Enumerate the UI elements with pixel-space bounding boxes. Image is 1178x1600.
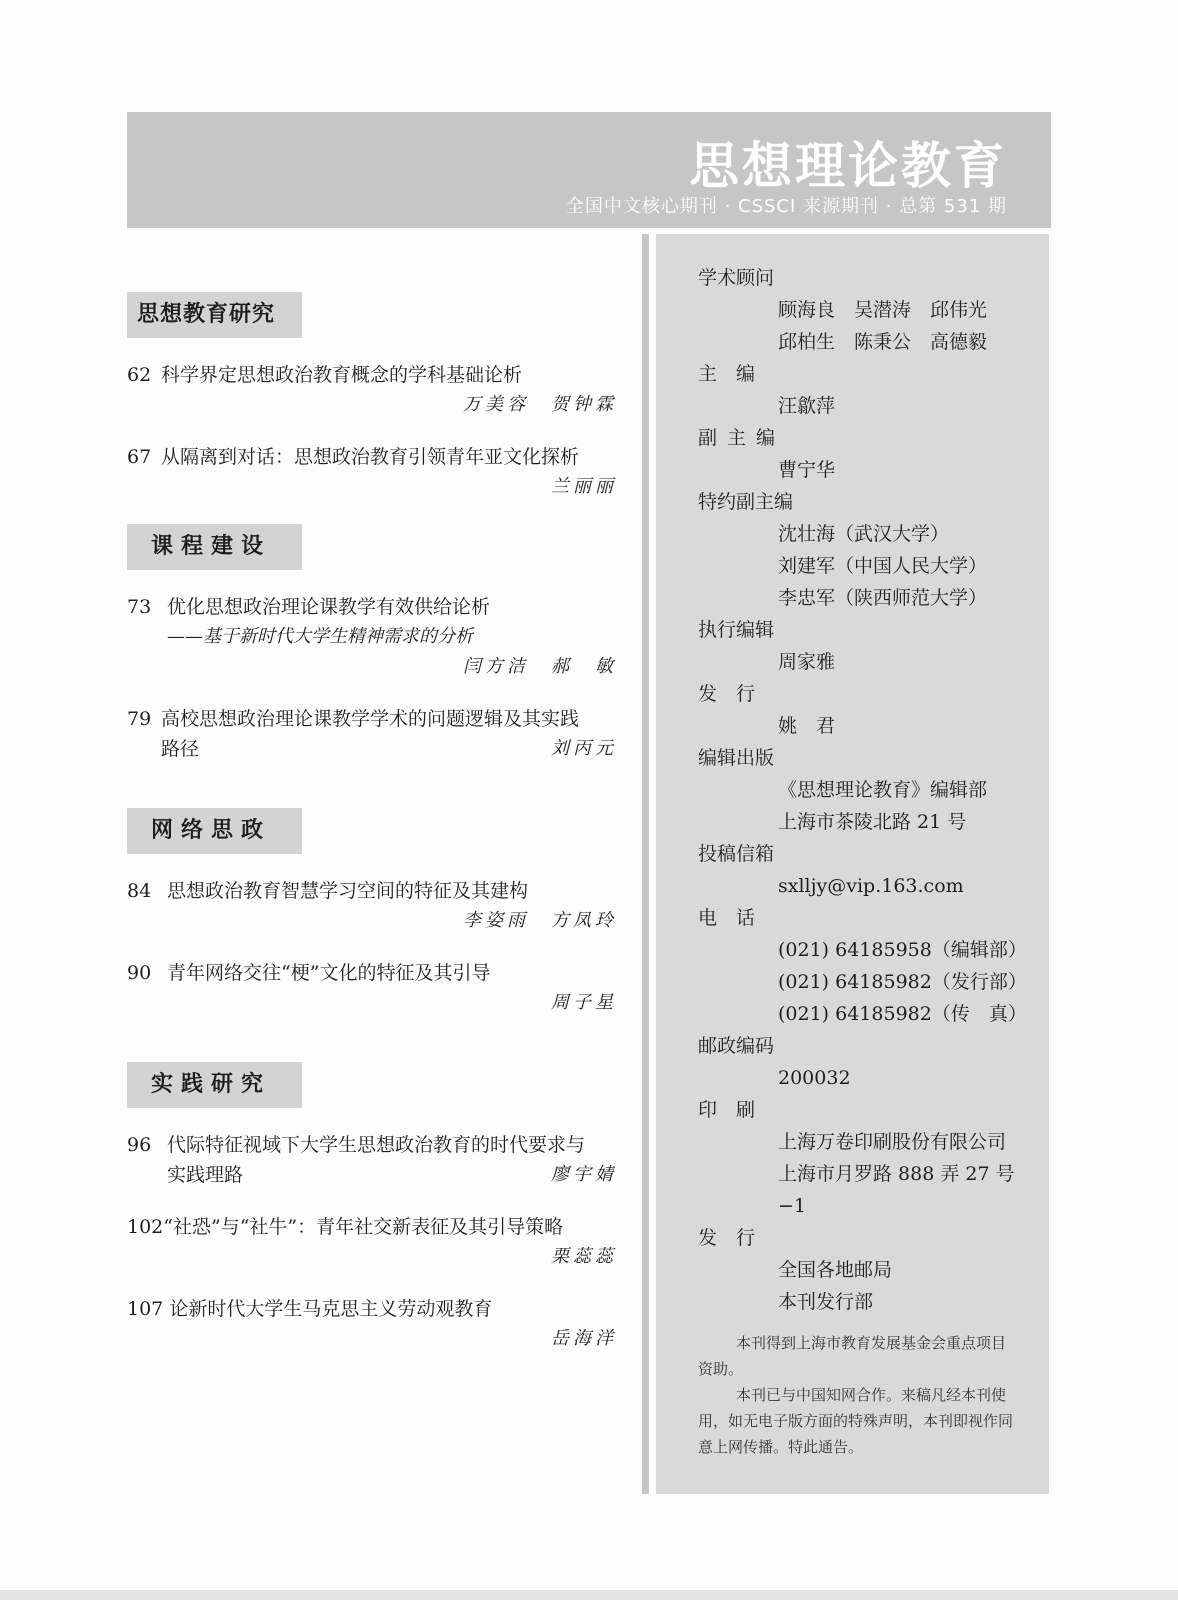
page-number: 96 bbox=[127, 1134, 152, 1156]
article-title-continuation: 路径 bbox=[161, 738, 200, 760]
journal-header bbox=[127, 112, 1051, 228]
article-authors: 廖宇婧 bbox=[551, 1164, 617, 1185]
page-bottom-edge bbox=[0, 1590, 1178, 1600]
advisors-label: 学术顾问 bbox=[698, 267, 775, 289]
article-authors: 刘丙元 bbox=[551, 738, 617, 759]
page-number: 102 bbox=[127, 1216, 164, 1238]
article-title: 思想政治教育智慧学习空间的特征及其建构 bbox=[167, 880, 529, 902]
publisher-label: 编辑出版 bbox=[698, 747, 775, 769]
table-of-contents bbox=[127, 292, 617, 1354]
article-title: 代际特征视域下大学生思想政治教育的时代要求与 bbox=[167, 1134, 586, 1156]
toc-entry[interactable] bbox=[127, 1212, 617, 1272]
exec-editor-label: 执行编辑 bbox=[698, 619, 775, 641]
postcode: 200032 bbox=[778, 1067, 851, 1089]
toc-entry[interactable] bbox=[127, 442, 617, 502]
journal-subtitle: 全国中文核心期刊 · CSSCI 来源期刊 · 总第 531 期 bbox=[565, 196, 1007, 217]
phone-fax: (021) 64185982（传 真） bbox=[778, 1003, 1027, 1025]
section-heading: 课程建设 bbox=[127, 524, 302, 570]
distribution-1: 全国各地邮局 bbox=[778, 1259, 893, 1281]
distribution-label: 发 行 bbox=[698, 1227, 756, 1249]
article-authors: 兰丽丽 bbox=[551, 476, 617, 497]
notice bbox=[698, 1330, 1019, 1460]
phone-distribution: (021) 64185982（发行部） bbox=[778, 971, 1027, 993]
page-number: 90 bbox=[127, 962, 152, 984]
masthead-panel bbox=[656, 234, 1049, 1494]
special-deputy-1: 沈壮海（武汉大学） bbox=[778, 523, 950, 545]
deputy-editor: 曹宁华 bbox=[778, 459, 836, 481]
special-deputy-label: 特约副主编 bbox=[698, 491, 794, 513]
article-authors: 栗蕊蕊 bbox=[551, 1246, 617, 1267]
toc-entry[interactable] bbox=[127, 1130, 617, 1190]
issuer: 姚 君 bbox=[778, 715, 836, 737]
advisors-row-2: 邱柏生 陈秉公 高德毅 bbox=[778, 331, 988, 353]
toc-entry[interactable] bbox=[127, 592, 617, 682]
deputy-editor-label: 副主编 bbox=[698, 427, 786, 449]
chief-editor-label: 主 编 bbox=[698, 363, 756, 385]
toc-entry[interactable] bbox=[127, 958, 617, 1018]
article-authors: 李姿雨 方凤玲 bbox=[463, 910, 617, 931]
section-heading: 思想教育研究 bbox=[127, 292, 302, 338]
page-number: 107 bbox=[127, 1298, 164, 1320]
printer-label: 印 刷 bbox=[698, 1099, 756, 1121]
email-label: 投稿信箱 bbox=[698, 843, 775, 865]
printer-address: 上海市月罗路 888 弄 27 号 −1 bbox=[778, 1163, 1015, 1217]
postcode-label: 邮政编码 bbox=[698, 1035, 775, 1057]
submission-email[interactable]: sxlljy@vip.163.com bbox=[778, 875, 964, 897]
advisors-row-1: 顾海良 吴潜涛 邱伟光 bbox=[778, 299, 988, 321]
article-title: 从隔离到对话：思想政治教育引领青年亚文化探析 bbox=[161, 446, 580, 468]
publisher-name: 《思想理论教育》编辑部 bbox=[778, 779, 988, 801]
page-number: 79 bbox=[127, 708, 152, 730]
distribution-2: 本刊发行部 bbox=[778, 1291, 874, 1313]
article-title: “社恐”与“社牛”：青年社交新表征及其引导策略 bbox=[163, 1216, 564, 1238]
page-number: 67 bbox=[127, 446, 152, 468]
article-title: 论新时代大学生马克思主义劳动观教育 bbox=[169, 1298, 493, 1320]
publisher-address: 上海市茶陵北路 21 号 bbox=[778, 811, 967, 833]
article-title: 高校思想政治理论课教学学术的问题逻辑及其实践 bbox=[161, 708, 580, 730]
issuer-label: 发 行 bbox=[698, 683, 756, 705]
section-heading: 网络思政 bbox=[127, 808, 302, 854]
article-title: 青年网络交往“梗”文化的特征及其引导 bbox=[167, 962, 491, 984]
section-heading: 实践研究 bbox=[127, 1062, 302, 1108]
toc-entry[interactable] bbox=[127, 704, 617, 764]
printer-name: 上海万卷印刷股份有限公司 bbox=[778, 1131, 1007, 1153]
article-subtitle: ——基于新时代大学生精神需求的分析 bbox=[167, 626, 473, 647]
toc-entry[interactable] bbox=[127, 360, 617, 420]
journal-title: 思想理论教育 bbox=[689, 137, 1007, 195]
chief-editor: 汪歙萍 bbox=[778, 395, 836, 417]
column-divider bbox=[642, 234, 649, 1494]
special-deputy-2: 刘建军（中国人民大学） bbox=[778, 555, 988, 577]
article-authors: 闫方洁 郝 敏 bbox=[463, 656, 617, 677]
article-authors: 岳海洋 bbox=[551, 1328, 617, 1349]
article-title-continuation: 实践理路 bbox=[167, 1164, 244, 1186]
phone-label: 电 话 bbox=[698, 907, 756, 929]
phone-editorial: (021) 64185958（编辑部） bbox=[778, 939, 1027, 961]
toc-entry[interactable] bbox=[127, 1294, 617, 1354]
page-number: 73 bbox=[127, 596, 152, 618]
page-number: 62 bbox=[127, 364, 152, 386]
page-number: 84 bbox=[127, 880, 152, 902]
article-title: 科学界定思想政治教育概念的学科基础论析 bbox=[161, 364, 523, 386]
article-title: 优化思想政治理论课教学有效供给论析 bbox=[167, 596, 491, 618]
special-deputy-3: 李忠军（陕西师范大学） bbox=[778, 587, 988, 609]
article-authors: 万美容 贺钟霖 bbox=[463, 394, 617, 415]
exec-editor: 周家雅 bbox=[778, 651, 836, 673]
notice-cnki: 本刊已与中国知网合作。来稿凡经本刊使用，如无电子版方面的特殊声明，本刊即视作同意上网传播。特此通告。 bbox=[698, 1386, 1014, 1456]
toc-entry[interactable] bbox=[127, 876, 617, 936]
article-authors: 周子星 bbox=[551, 992, 617, 1013]
notice-funding: 本刊得到上海市教育发展基金会重点项目资助。 bbox=[698, 1334, 1007, 1378]
